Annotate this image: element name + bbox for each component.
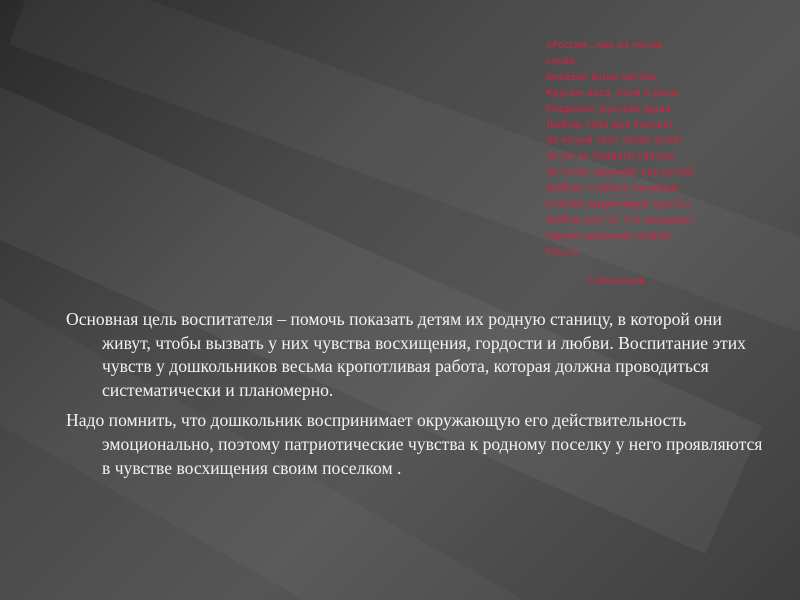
paragraph: Основная цель воспитателя – помочь показать детям их родную станицу, в которой они живут, чтобы вызвать у них чувства восхищения, гордости и любви. Воспитание этих чувств у дошкольников весьма кропотливая работа, которая должна проводиться систематически и планомерно. (66, 309, 746, 400)
poem-line: За ясный свет твоих очей! (546, 135, 683, 147)
poem-line: Берёзок юная листва, (546, 71, 660, 83)
poem-line: Одним широким словом (546, 230, 671, 242)
main-text (66, 308, 766, 487)
poem-line: «Россия…как из песни (546, 40, 663, 51)
poem-line: Кругом леса, поля и реки (546, 87, 678, 99)
poem-line: Люблю тебя моя Россия! (546, 119, 673, 131)
poem-line: За голос звонкий, как ручей, (546, 167, 696, 179)
paragraph: Надо помнить, что дошкольник воспринимает окружающую его действительность эмоционально, поэтому патриотические чувства к родному поселку у него проявляются в чувстве восхищения своим поселком . (66, 410, 763, 478)
poem (546, 38, 786, 261)
poem-line: Раздолье, русская душа. (546, 103, 675, 115)
poem-line: слово, (546, 55, 579, 67)
poem-line: Степей задумчивую грусть! (546, 199, 691, 211)
poem-line: Русь!» (546, 246, 579, 258)
poem-line: Люблю, глубоко понимаю (546, 183, 679, 195)
poem-author: С.Васильев (588, 276, 646, 287)
poem-line: За ум за подвиги святые, (546, 151, 678, 163)
poem-line: Люблю всё то, что называют (546, 214, 695, 226)
